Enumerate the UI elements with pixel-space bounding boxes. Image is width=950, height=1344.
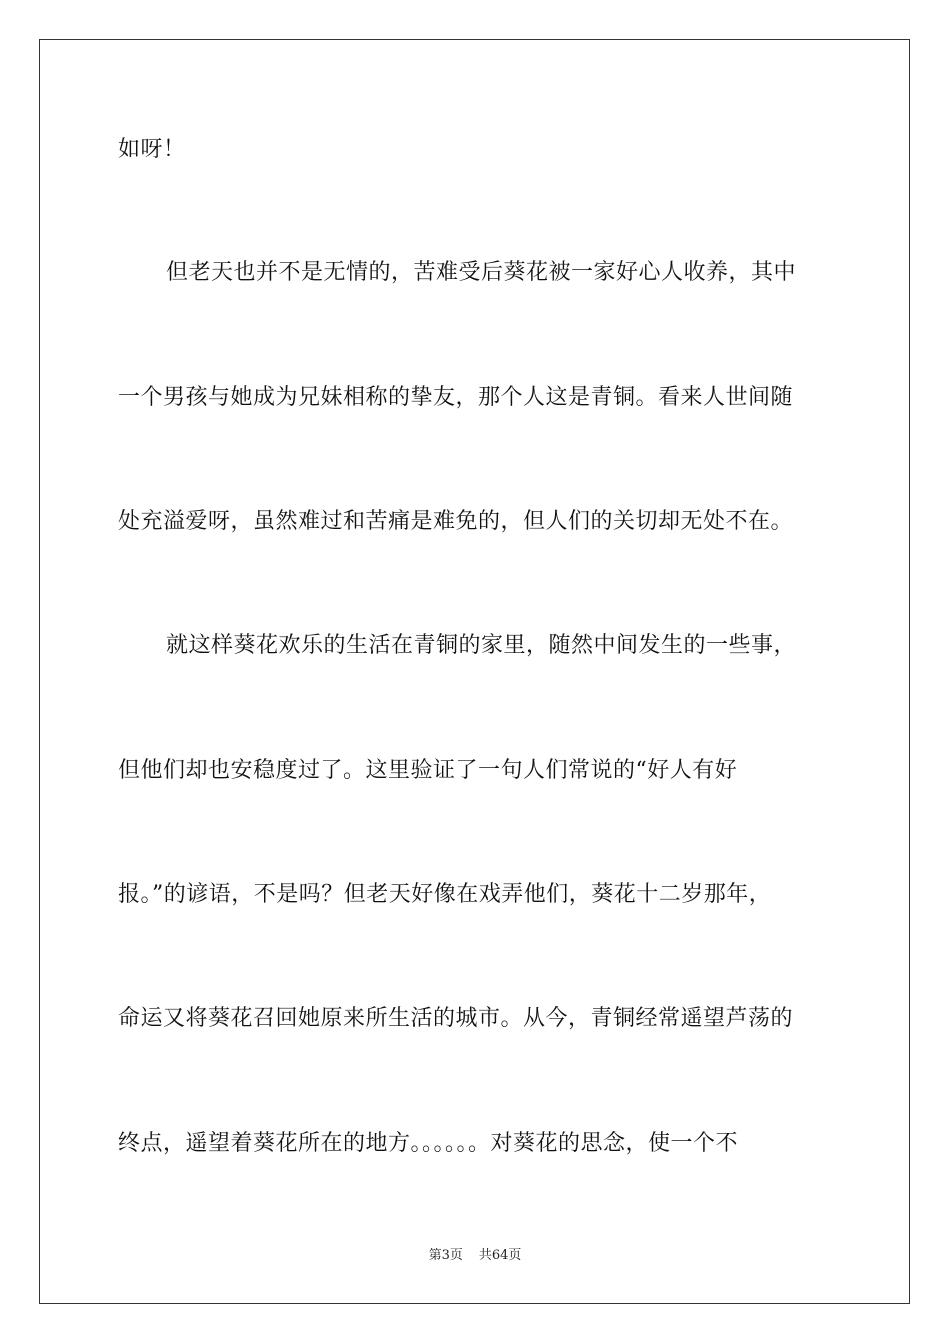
text-line: 终点，遥望着葵花所在的地方。。。。。。对葵花的思念，使一个不 [118, 1131, 739, 1156]
page-footer [0, 1247, 950, 1265]
text-line: 命运又将葵花召回她原来所生活的城市。从今，青铜经常遥望芦荡的 [118, 1006, 794, 1031]
text-line: 但他们却也安稳度过了。这里验证了一句人们常说的“好人有好 [118, 758, 738, 783]
text-line: 处充溢爱呀，虽然难过和苦痛是难免的，但人们的关切却无处不在。 [118, 509, 794, 534]
text-line: 报。”的谚语，不是吗？但老天好像在戏弄他们，葵花十二岁那年， [118, 882, 772, 907]
page-number: 第3页 [428, 1248, 463, 1263]
paragraph-start-line: 就这样葵花欢乐的生活在青铜的家里，随然中间发生的一些事， [166, 633, 797, 658]
paragraph-start-line: 但老天也并不是无情的，苦难受后葵花被一家好心人收养，其中 [166, 260, 797, 285]
total-pages: 共64页 [478, 1248, 522, 1263]
text-line: 如呀！ [118, 137, 186, 162]
text-line: 一个男孩与她成为兄妹相称的挚友，那个人这是青铜。看来人世间随 [118, 385, 794, 410]
page-border [39, 39, 910, 1304]
